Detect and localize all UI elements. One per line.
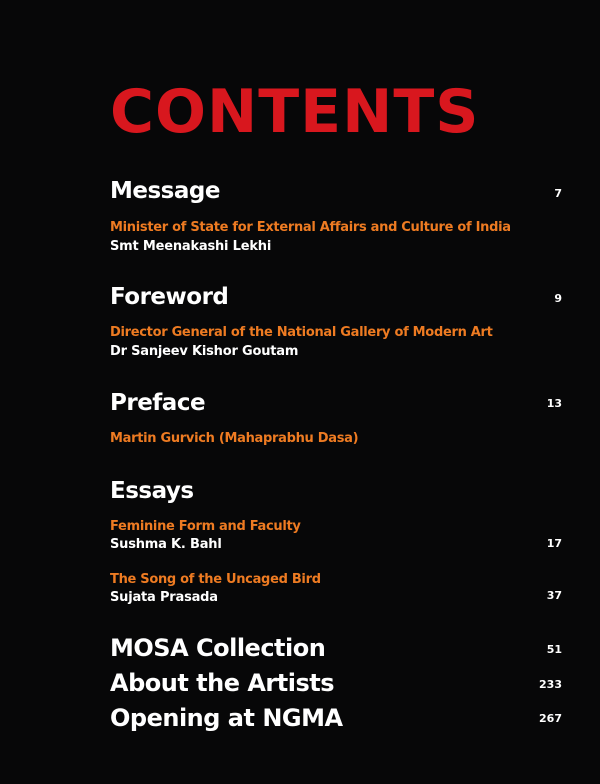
essay-page-number: 37 [546,589,562,602]
person-foreword: Dr Sanjeev Kishor Goutam [110,344,299,359]
page-number-foreword: 9 [554,292,562,305]
essay-author: Sushma K. Bahl [110,537,222,552]
page-number-opening-at-ngma: 267 [539,712,562,725]
person-message: Smt Meenakashi Lekhi [110,239,272,254]
essay-author: Sujata Prasada [110,590,218,605]
essay-page-number: 17 [546,537,562,550]
heading-foreword[interactable]: Foreword [110,284,229,310]
subtitle-message: Minister of State for External Affairs and Culture of India [110,220,511,235]
page-title: CONTENTS [110,77,480,147]
section-mosa-collection[interactable]: MOSA Collection [110,634,326,662]
page-number-about-the-artists: 233 [539,678,562,691]
heading-message[interactable]: Message [110,178,220,204]
page-number-preface: 13 [546,397,562,410]
page-number-mosa-collection: 51 [546,643,562,656]
essay-title[interactable]: Feminine Form and Faculty [110,519,301,534]
subtitle-foreword: Director General of the National Gallery of Modern Art [110,325,493,340]
heading-essays: Essays [110,478,194,504]
subtitle-preface: Martin Gurvich (Mahaprabhu Dasa) [110,431,359,446]
page-number-message: 7 [554,187,562,200]
section-about-the-artists[interactable]: About the Artists [110,669,334,697]
section-opening-at-ngma[interactable]: Opening at NGMA [110,704,343,732]
essay-title[interactable]: The Song of the Uncaged Bird [110,572,321,587]
heading-preface[interactable]: Preface [110,390,206,416]
